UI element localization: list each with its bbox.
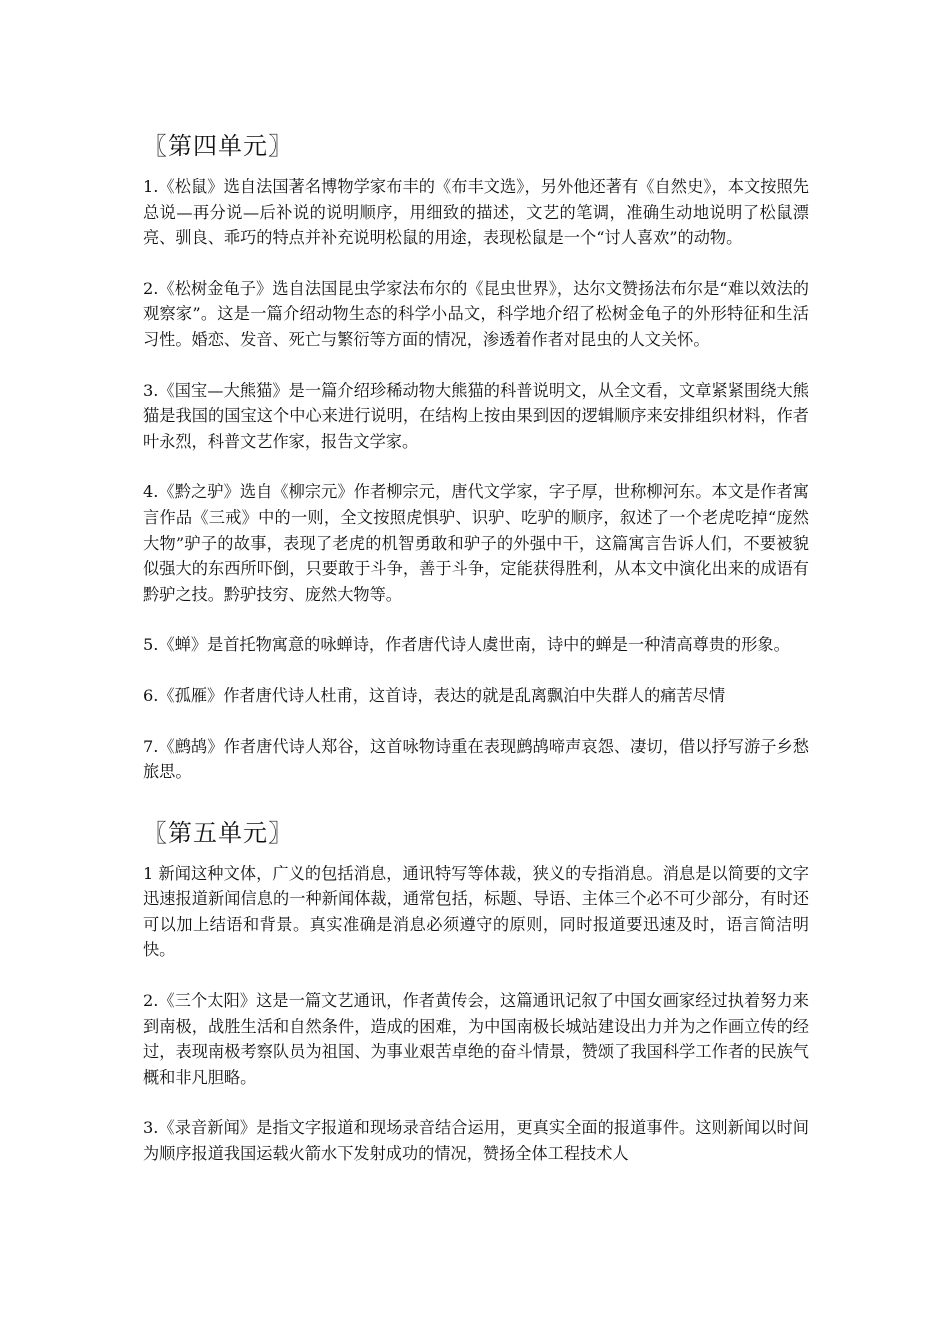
paragraph: 3.《录音新闻》是指文字报道和现场录音结合运用，更真实全面的报道事件。这则新闻以时间为顺序报道我国运载火箭水下发射成功的情况，赞扬全体工程技术人 — [143, 1118, 809, 1164]
document-page — [143, 128, 809, 1192]
paragraph: 2.《松树金龟子》选自法国昆虫学家法布尔的《昆虫世界》，达尔文赞扬法布尔是“难以效法的观察家”。这是一篇介绍动物生态的科学小品文，科学地介绍了松树金龟子的外形特征和生活习性。婚恋、发音、死亡与繁衍等方面的情况，渗透着作者对昆虫的人文关怀。 — [143, 278, 809, 349]
paragraph: 3.《国宝—大熊猫》是一篇介绍珍稀动物大熊猫的科普说明文，从全文看，文章紧紧围绕大熊猫是我国的国宝这个中心来进行说明，在结构上按由果到因的逻辑顺序来安排组织材料，作者叶永烈，科普文艺作家，报告文学家。 — [143, 380, 809, 451]
paragraph: 5.《蝉》是首托物寓意的咏蝉诗，作者唐代诗人虞世南，诗中的蝉是一种清高尊贵的形象。 — [143, 635, 790, 655]
unit-five-section — [143, 815, 809, 1167]
paragraph: 7.《鹧鸪》作者唐代诗人郑谷，这首咏物诗重在表现鹧鸪啼声哀怨、凄切，借以抒写游子乡愁旅思。 — [143, 736, 809, 782]
section-title: 〖第五单元〗 — [143, 818, 293, 847]
paragraph: 2.《三个太阳》这是一篇文艺通讯，作者黄传会，这篇通讯记叙了中国女画家经过执着努力来到南极，战胜生活和自然条件，造成的困难，为中国南极长城站建设出力并为之作画立传的经过，表现南极考察队员为祖国、为事业艰苦卓绝的奋斗情景，赞颂了我国科学工作者的民族气概和非凡胆略。 — [143, 991, 809, 1087]
paragraph: 1.《松鼠》选自法国著名博物学家布丰的《布丰文选》，另外他还著有《自然史》，本文按照先总说—再分说—后补说的说明顺序，用细致的描述，文艺的笔调，准确生动地说明了松鼠漂亮、驯良、乖巧的特点并补充说明松鼠的用途，表现松鼠是一个“讨人喜欢”的动物。 — [143, 177, 809, 248]
paragraph: 4.《黔之驴》选自《柳宗元》作者柳宗元，唐代文学家，字子厚，世称柳河东。本文是作者寓言作品《三戒》中的一则，全文按照虎惧驴、识驴、吃驴的顺序，叙述了一个老虎吃掉“庞然大物”驴子的故事，表现了老虎的机智勇敢和驴子的外强中干，这篇寓言告诉人们，不要被貌似强大的东西所吓倒，只要敢于斗争，善于斗争，定能获得胜利，从本文中演化出来的成语有黔驴之技。黔驴技穷、庞然大物等。 — [143, 482, 809, 604]
paragraph: 6.《孤雁》作者唐代诗人杜甫，这首诗，表达的就是乱离飘泊中失群人的痛苦尽情 — [143, 685, 726, 705]
paragraph: 1 新闻这种文体，广义的包括消息，通讯特写等体裁，狭义的专指消息。消息是以简要的文字迅速报道新闻信息的一种新闻体裁，通常包括，标题、导语、主体三个必不可少部分，有时还可以加上结语和背景。真实准确是消息必须遵守的原则，同时报道要迅速及时，语言简洁明快。 — [143, 863, 809, 960]
unit-four-section — [143, 128, 809, 785]
section-title: 〖第四单元〗 — [143, 132, 293, 160]
